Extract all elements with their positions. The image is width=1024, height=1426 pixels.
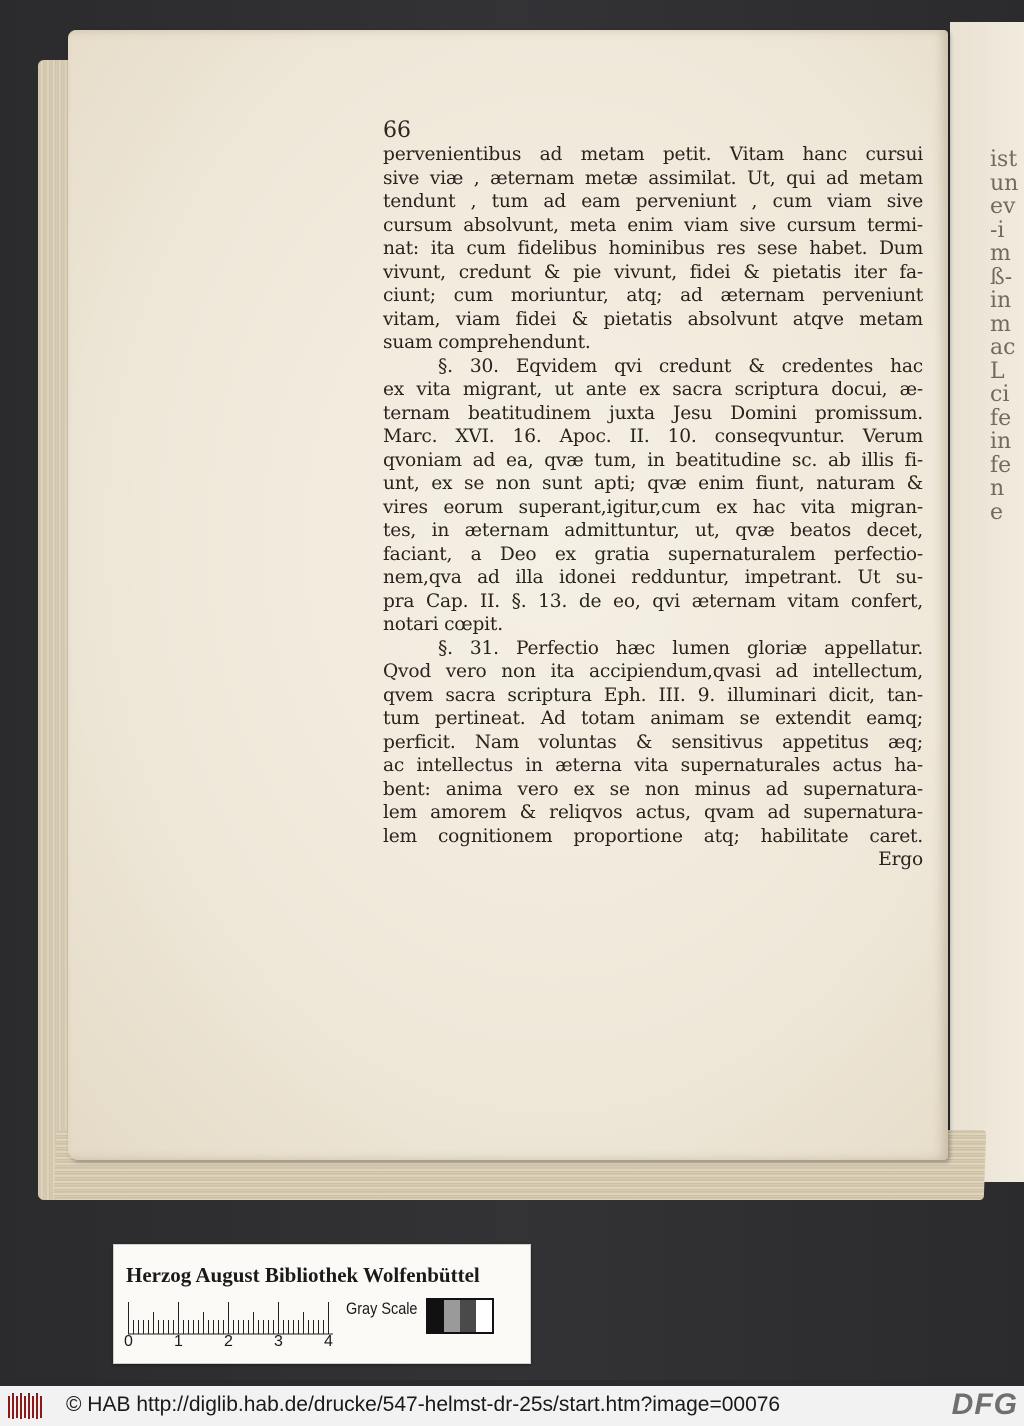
page-number: 66	[383, 118, 411, 143]
text-line: bent: anima vero ex se non minus ad supernatura-	[383, 778, 923, 800]
gray-patch	[444, 1300, 460, 1332]
gray-patch	[460, 1300, 476, 1332]
text-line: qvem sacra scriptura Eph. III. 9. illuminari dicit, tan-	[383, 684, 923, 706]
text-line: tendunt , tum ad eam perveniunt , cum viam sive	[383, 191, 923, 212]
text-line: vitam, viam fidei & pietatis absolvunt atqve metam	[383, 308, 923, 330]
library-logo-icon	[6, 1390, 44, 1422]
text-line: vivunt, credunt & pie vivunt, fidei & pietatis iter fa-	[383, 261, 923, 283]
footer-bar	[0, 1386, 1024, 1426]
text-line: vires eorum superant,igitur,cum ex hac vita migran-	[383, 496, 923, 518]
text-line: §. 31. Perfectio hæc lumen gloriæ appellatur.	[438, 637, 923, 659]
adjacent-page-text: fe	[990, 452, 1012, 478]
gray-patch	[476, 1300, 492, 1332]
adjacent-page-text: un	[990, 170, 1019, 196]
text-line: §. 30. Eqvidem qvi credunt & credentes hac	[438, 355, 923, 377]
text-line: suam comprehendunt.	[383, 332, 591, 353]
text-line: tum pertineat. Ad totam animam se extendit eamq;	[383, 708, 923, 729]
library-name: Herzog August Bibliothek Wolfenbüttel	[126, 1263, 480, 1287]
text-line: faciant, a Deo ex gratia supernaturalem perfectio-	[383, 543, 923, 565]
ruler-numbers	[124, 1333, 354, 1353]
gray-scale-label: Gray Scale	[346, 1299, 418, 1318]
text-line: Marc. XVI. 16. Apoc. II. 10. conseqvuntur. Verum	[383, 426, 923, 447]
adjacent-page-text: n	[990, 476, 1005, 501]
ruler-number: 2	[224, 1333, 233, 1350]
gray-scale-patches	[426, 1298, 494, 1334]
adjacent-page-text: ist	[990, 147, 1018, 172]
adjacent-page-text: in	[990, 288, 1012, 313]
text-line: nem,qva ad illa idonei redduntur, impetrant. Ut su-	[383, 567, 923, 588]
page-text-block	[383, 143, 923, 872]
gray-patch	[428, 1300, 444, 1332]
ruler-scale	[128, 1301, 348, 1335]
adjacent-page-text: -i	[990, 217, 1005, 243]
ruler-number: 4	[324, 1333, 333, 1350]
text-line: unt, ex se non sunt apti; qvæ enim fiunt, naturam &	[383, 473, 923, 494]
adjacent-page-text: in	[990, 429, 1012, 454]
text-line: nat: ita cum fidelibus hominibus res sese habet. Dum	[383, 238, 923, 259]
footer-copyright-link[interactable]: © HAB http://diglib.hab.de/drucke/547-helmst-dr-25s/start.htm?image=00076	[66, 1393, 781, 1416]
text-line: sive viæ , æternam metæ assimilat. Ut, qui ad metam	[383, 167, 923, 189]
adjacent-page-text: m	[990, 311, 1011, 337]
text-line: lem amorem & reliqvos actus, qvam ad supernatura-	[383, 802, 923, 823]
text-line: lem cognitionem proportione atq; habilitate caret.	[383, 825, 923, 847]
catchword: Ergo	[878, 849, 923, 870]
text-line: Qvod vero non ita accipiendum,qvasi ad intellectum,	[383, 661, 923, 682]
text-line: tes, in æternam admittuntur, ut, qvæ beatos decet,	[383, 520, 923, 541]
adjacent-page-text: L	[990, 358, 1005, 384]
text-line: perficit. Nam voluntas & sensitivus appetitus æq;	[383, 731, 923, 753]
dfg-logo: DFG	[951, 1388, 1018, 1421]
text-line: ciunt; cum moriuntur, atq; ad æternam perveniunt	[383, 285, 923, 306]
ruler-number: 0	[124, 1333, 133, 1350]
text-line: qvoniam ad ea, qvæ tum, in beatitudine sc. ab illis fi-	[383, 449, 923, 471]
adjacent-page-text: ß-	[990, 264, 1013, 290]
adjacent-page-text: m	[990, 241, 1011, 266]
adjacent-page-text: ci	[990, 382, 1010, 407]
text-line: ternam beatitudinem juxta Jesu Domini promissum.	[383, 402, 923, 424]
adjacent-page-text: ac	[990, 335, 1016, 360]
ruler-number: 3	[274, 1333, 283, 1350]
text-line: ex vita migrant, ut ante ex sacra scriptura docui, æ-	[383, 379, 923, 400]
text-line: cursum absolvunt, meta enim viam sive cursum termi-	[383, 214, 923, 236]
text-line: pervenientibus ad metam petit. Vitam hanc cursui	[383, 144, 923, 165]
adjacent-page-text: e	[990, 499, 1004, 525]
text-line: pra Cap. II. §. 13. de eo, qvi æternam vitam confert,	[383, 590, 923, 612]
text-line: ac intellectus in æterna vita supernaturales actus ha-	[383, 755, 923, 776]
adjacent-page	[950, 22, 1024, 1182]
library-color-card	[113, 1244, 531, 1364]
ruler-number: 1	[174, 1333, 183, 1350]
text-line: notari cœpit.	[383, 614, 503, 635]
adjacent-page-text: fe	[990, 405, 1012, 431]
adjacent-page-text: ev	[990, 194, 1016, 219]
